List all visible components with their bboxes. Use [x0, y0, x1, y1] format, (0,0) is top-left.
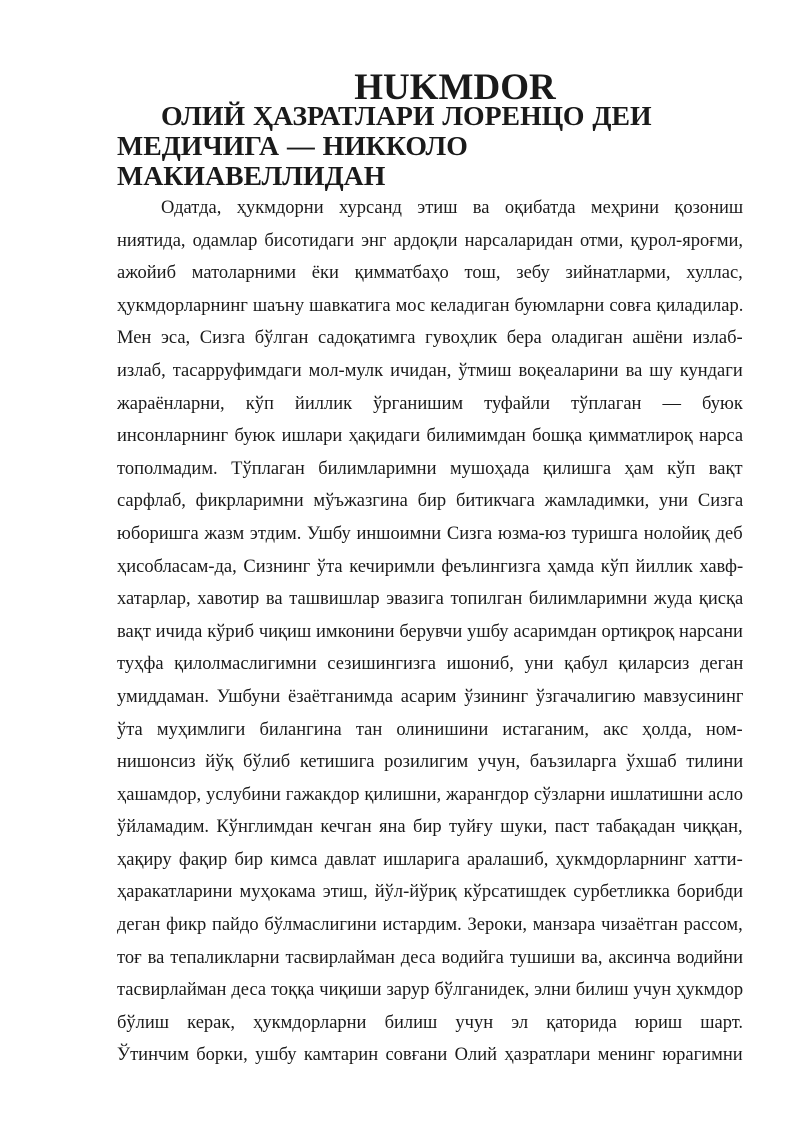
paragraph-line: юборишга жазм этдим. Ушбу иншоимни Сизга юзма-юз туришга нолойиқ деб — [117, 523, 743, 544]
paragraph-line: бўлиш керак, ҳукмдорларни билиш учун эл қаторида юриш шарт. — [117, 1012, 744, 1033]
paragraph-line: ажойиб матоларними ёки қимматбаҳо тош, зебу зийнатларми, хуллас, — [117, 263, 743, 284]
paragraph-line: тоғ ва тепаликларни тасвирлайман деса водийга тушиши ва, аксинча водийни — [117, 947, 743, 968]
document-page — [117, 67, 744, 1072]
paragraph-line: Ўтинчим борки, ушбу камтарин совғани Олий ҳазратлари менинг юрагимни — [117, 1045, 743, 1066]
paragraph-line: ҳукмдорларнинг шаъну шавкатига мос келадиган буюмларни совға қиладилар. — [117, 295, 744, 316]
paragraph-line: ўта муҳимлиги билангина тан олинишини истаганим, акс ҳолда, ном- — [117, 719, 743, 740]
paragraph-line: Мен эса, Сизга бўлган садоқатимга гувоҳлик бера оладиган ашёни излаб- — [117, 328, 743, 349]
paragraph-line: вақт ичида кўриб чиқиш имконини берувчи ушбу асаримдан ортиқроқ нарсани — [117, 621, 743, 642]
paragraph-line: Одатда, ҳукмдорни хурсанд этиш ва оқибатда меҳрини қозониш — [161, 198, 744, 218]
paragraph-line: инсонларнинг буюк ишлари ҳақидаги билимимдан бошқа қимматлироқ нарса — [117, 426, 744, 447]
paragraph-line: туҳфа қилолмаслигимни сезишингизга ишониб, уни қабул қиларсиз деган — [117, 654, 744, 675]
book-title: HUKMDOR — [354, 67, 556, 108]
paragraph-line: излаб, тасарруфимдаги мол-мулк ичидан, ўтмиш воқеаларини ва шу кундаги — [117, 360, 743, 381]
paragraph-line: ниятида, одамлар бисотидаги энг ардоқли нарсаларидан отми, қурол-яроғми, — [117, 230, 744, 251]
dedication-heading: ОЛИЙ ҲАЗРАТЛАРИ ЛОРЕНЦО ДЕИ МЕДИЧИГА — НИККОЛО МАКИАВЕЛЛИДАН — [117, 101, 652, 192]
paragraph-line: ҳашамдор, услубини гажакдор қилишни, жарангдор сўзларни ишлатишни асло — [117, 784, 743, 805]
paragraph-line: сарфлаб, фикрларимни мўъжазгина бир битикчага жамладимки, уни Сизга — [117, 491, 744, 512]
paragraph-line: ҳисобласам-да, Сизнинг ўта кечиримли феълингизга ҳамда кўп йиллик хавф- — [117, 556, 744, 577]
paragraph-line: жараёнларни, кўп йиллик ўрганишим туфайли тўплаган — буюк — [117, 393, 743, 414]
paragraph-line: ҳақиру фақир бир кимса давлат ишларига аралашиб, ҳукмдорларнинг хатти- — [117, 849, 743, 870]
paragraph-line: ўйламадим. Кўнглимдан кечган яна бир туйғу шуки, паст табақадан чиққан, — [117, 817, 743, 838]
paragraph-line: ҳаракатларини муҳокама этиш, йўл-йўриқ кўрсатишдек сурбетликка борибди — [117, 882, 744, 903]
paragraph-line: хатарлар, хавотир ва ташвишлар эвазига топилган билимларимни жуда қисқа — [117, 589, 744, 610]
paragraph-line: деган фикр пайдо бўлмаслигини истардим. Зероки, манзара чизаётган рассом, — [117, 915, 743, 936]
paragraph-line: нишонсиз йўқ бўлиб кетишига розилигим учун, баъзиларга ўхшаб тилини — [117, 752, 744, 773]
paragraph-line: умиддаман. Ушбуни ёзаётганимда асарим ўзининг ўзгачалигию мавзусининг — [117, 686, 744, 707]
paragraph-line: тополмадим. Тўплаган билимларимни мушоҳада қилишга ҳам кўп вақт — [117, 458, 743, 479]
paragraph-line: тасвирлайман деса тоққа чиқиши зарур бўлганидек, элни билиш учун ҳукмдор — [117, 980, 744, 1001]
body-paragraph — [117, 192, 743, 1072]
